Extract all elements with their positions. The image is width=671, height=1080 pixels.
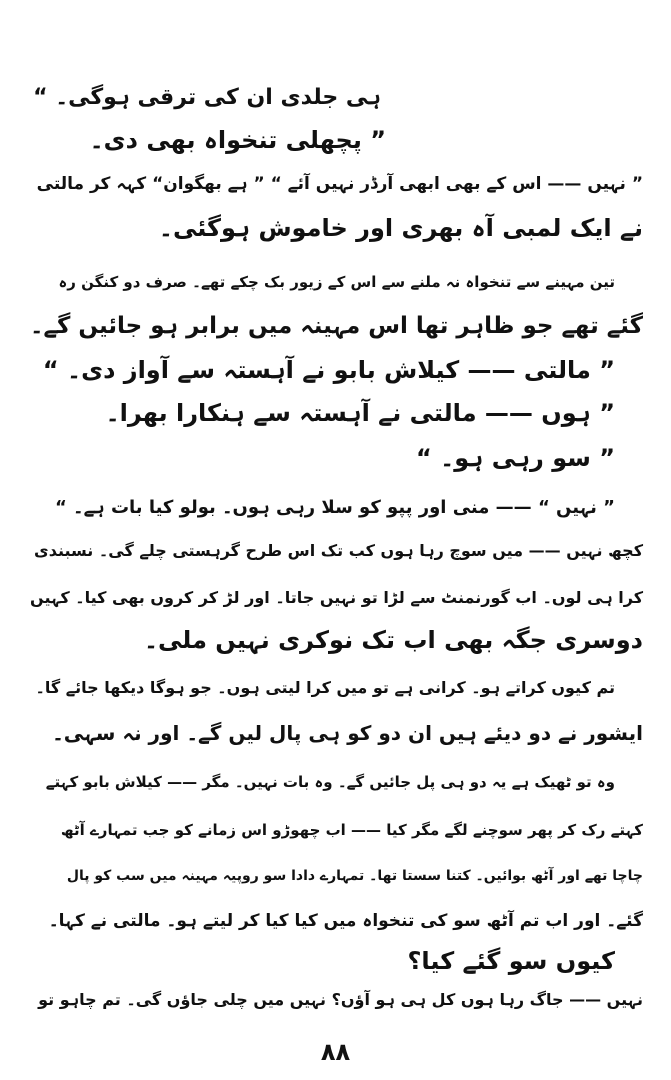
text-line-13: دوسری جگہ بھی اب تک نوکری نہیں ملی۔: [143, 626, 643, 654]
text-line-12: کرا ہی لوں۔ اب گورنمنٹ سے لڑا تو نہیں جاتا۔ اور لڑ کر کروں بھی کیا۔ کہیں: [30, 588, 643, 607]
text-line-19: گئے۔ اور اب تم آٹھ سو کی تنخواہ میں کیا کیا کر لیتے ہو۔ مالتی نے کہا۔: [48, 911, 643, 931]
text-line-4: نے ایک لمبی آہ بھری اور خاموش ہوگئی۔: [158, 214, 643, 242]
text-line-21: نہیں —— جاگ رہا ہوں کل ہی ہو آؤں؟ نہیں میں چلی جاؤں گی۔ تم چاہو تو: [38, 990, 643, 1009]
text-line-17: کہتے رک کر پھر سوچنے لگے مگر کیا —— اب چھوڑو اس زمانے کو جب تمہارے آٹھ: [60, 821, 643, 839]
text-line-16: وہ تو ٹھیک ہے یہ دو ہی پل جائیں گے۔ وہ بات نہیں۔ مگر —— کیلاش بابو کہتے: [45, 773, 615, 791]
text-line-20: کیوں سو گئے کیا؟: [407, 947, 615, 975]
text-line-6: گئے تھے جو ظاہر تھا اس مہینہ میں برابر ہو جائیں گے۔: [29, 313, 643, 339]
text-line-8: ” ہوں —— مالتی نے آہستہ سے ہنکارا بھرا۔: [105, 399, 615, 427]
text-line-1: ہی جلدی ان کی ترقی ہوگی۔ “: [33, 85, 381, 110]
text-line-7: ” مالتی —— کیلاش بابو نے آہستہ سے آواز دی۔ “: [42, 356, 615, 384]
text-line-10: ” نہیں “ —— منی اور پپو کو سلا رہی ہوں۔ بولو کیا بات ہے۔ “: [54, 497, 615, 518]
text-line-15: ایشور نے دو دیئے ہیں ان دو کو ہی پال لیں گے۔ اور نہ سہی۔: [52, 721, 643, 745]
text-line-18: چاچا تھے اور آٹھ بوائیں۔ کتنا سستا تھا۔ تمہارے دادا سو روپیہ مہینہ میں سب کو پال: [66, 868, 643, 884]
text-line-11: کچھ نہیں —— میں سوچ رہا ہوں کب تک اس طرح گرہستی چلے گی۔ نسبندی: [34, 541, 643, 560]
text-line-5: تین مہینے سے تنخواہ نہ ملنے سے اس کے زیور بک چکے تھے۔ صرف دو کنگن رہ: [58, 273, 615, 291]
text-line-14: تم کیوں کراتے ہو۔ کرانی ہے تو میں کرا لیتی ہوں۔ جو ہوگا دیکھا جائے گا۔: [35, 678, 615, 697]
text-line-3: ” نہیں —— اس کے بھی ابھی آرڈر نہیں آئے “ ” ہے بھگوان“ کہہ کر مالتی: [36, 174, 643, 194]
page-number: ۸۸: [320, 1038, 351, 1066]
text-line-2: ” پچھلی تنخواہ بھی دی۔: [89, 126, 386, 154]
text-line-9: ” سو رہی ہو۔ “: [416, 444, 615, 472]
